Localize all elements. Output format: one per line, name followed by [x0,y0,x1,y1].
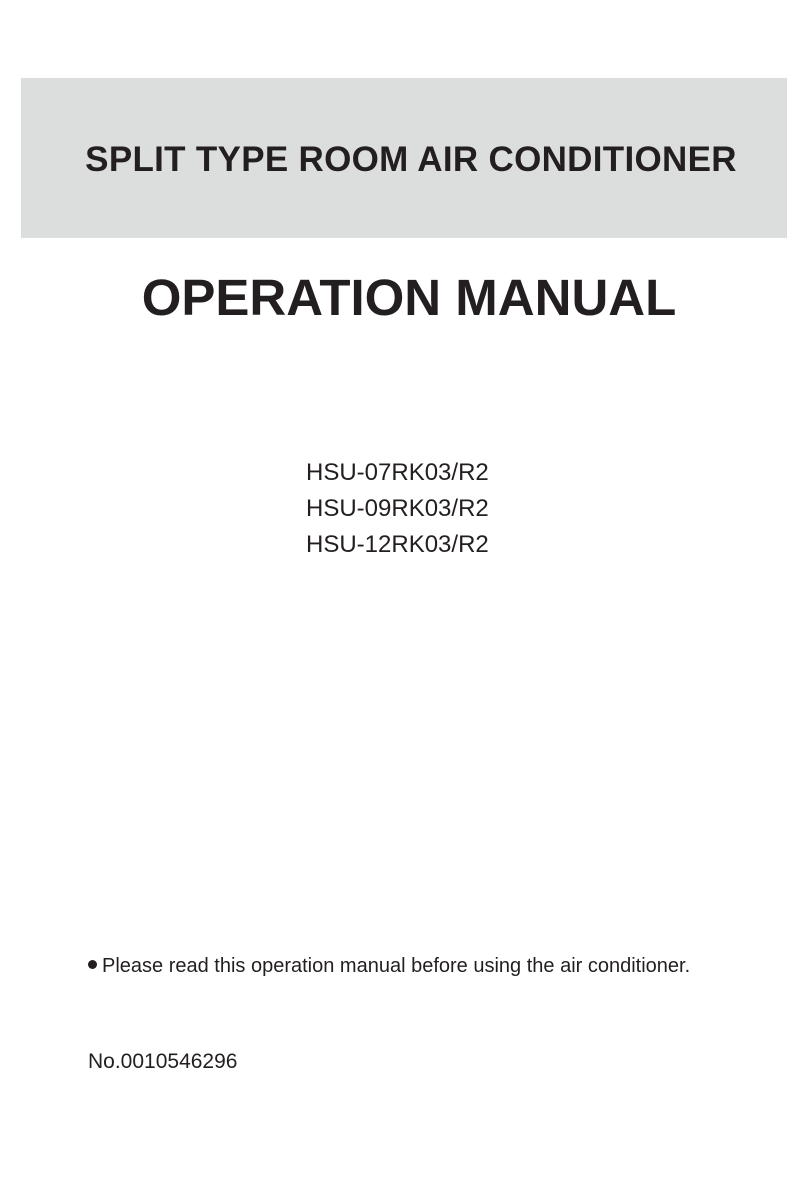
model-list [306,455,489,563]
manual-title: OPERATION MANUAL [141,269,677,326]
header-band [21,78,787,238]
model-item: HSU-09RK03/R2 [306,495,489,522]
header-title: SPLIT TYPE ROOM AIR CONDITIONER [85,140,737,179]
read-manual-notice [88,955,690,978]
model-item: HSU-12RK03/R2 [306,531,489,558]
bullet-dot-icon [88,960,97,969]
model-item: HSU-07RK03/R2 [306,459,489,486]
notice-text: Please read this operation manual before using the air conditioner. [102,955,691,977]
document-number: No.0010546296 [88,1050,238,1073]
